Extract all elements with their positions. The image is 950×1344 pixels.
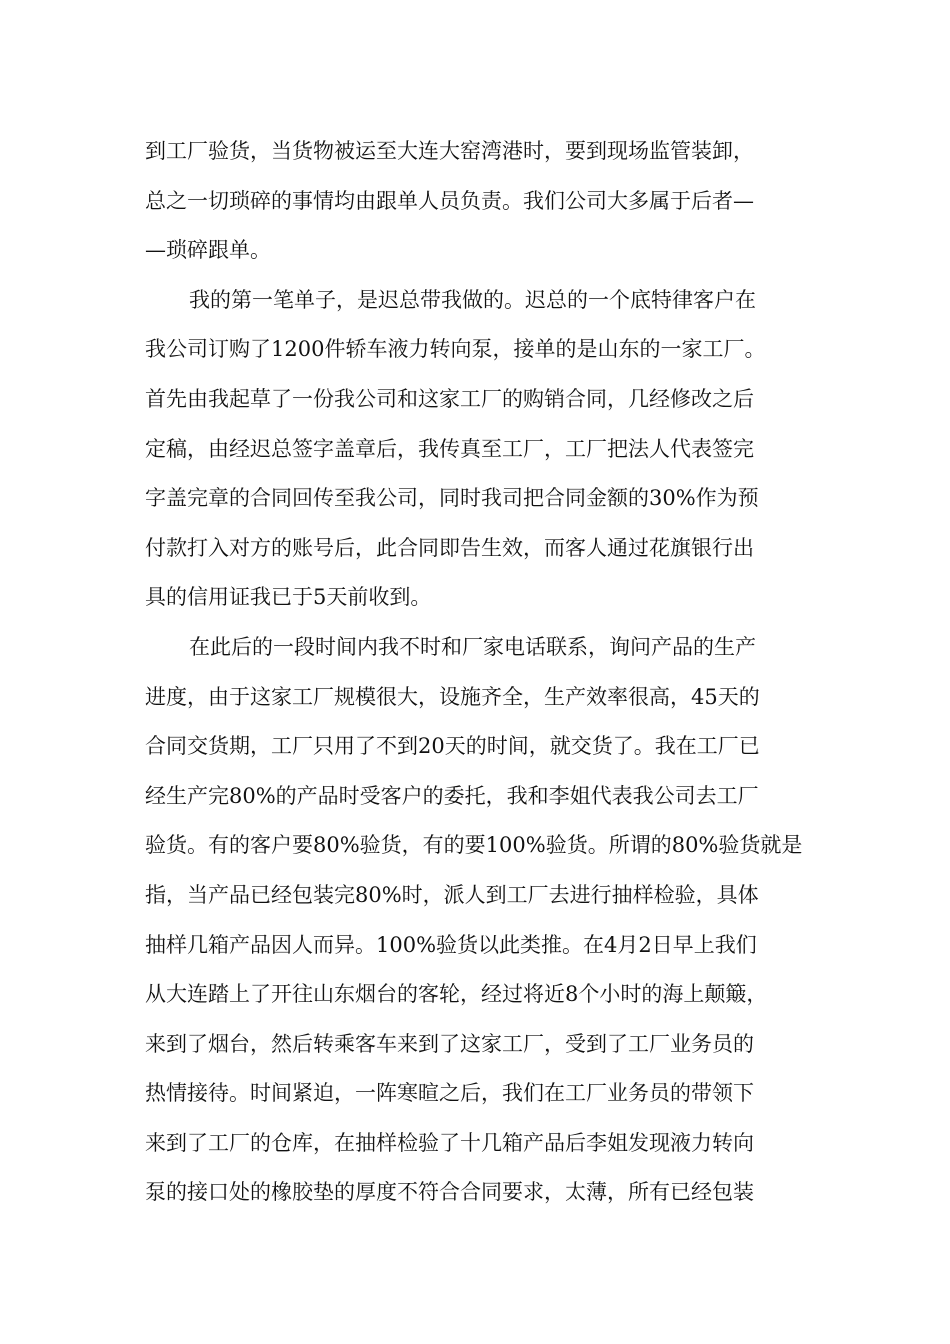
text-line: 来到了烟台，然后转乘客车来到了这家工厂，受到了工厂业务员的: [145, 1031, 754, 1056]
text-line: 抽样几箱产品因人而异。100%验货以此类推。在4月2日早上我们: [145, 932, 757, 957]
body-text: [145, 127, 815, 1218]
text-line: —琐碎跟单。: [145, 238, 271, 263]
text-line: 合同交货期，工厂只用了不到20天的时间，就交货了。我在工厂已: [145, 734, 760, 759]
text-line: 进度，由于这家工厂规模很大，设施齐全，生产效率很高，45天的: [145, 684, 760, 709]
text-line: 付款打入对方的账号后，此合同即告生效，而客人通过花旗银行出: [145, 535, 754, 560]
text-line: 热情接待。时间紧迫，一阵寒暄之后，我们在工厂业务员的带领下: [145, 1081, 754, 1106]
text-line: 字盖完章的合同回传至我公司，同时我司把合同金额的30%作为预: [145, 486, 759, 511]
text-line: 首先由我起草了一份我公司和这家工厂的购销合同，几经修改之后: [145, 386, 754, 411]
text-line: 我公司订购了1200件轿车液力转向泵，接单的是山东的一家工厂。: [145, 337, 766, 362]
text-line: 验货。有的客户要80%验货，有的要100%验货。所谓的80%验货就是: [145, 833, 803, 858]
text-line: 总之一切琐碎的事情均由跟单人员负责。我们公司大多属于后者—: [145, 188, 754, 213]
text-line: 从大连踏上了开往山东烟台的客轮，经过将近8个小时的海上颠簸，: [145, 982, 768, 1007]
text-line: 在此后的一段时间内我不时和厂家电话联系，询问产品的生产: [189, 634, 756, 659]
text-line: 来到了工厂的仓库，在抽样检验了十几箱产品后李姐发现液力转向: [145, 1130, 754, 1155]
text-line: 定稿，由经迟总签字盖章后，我传真至工厂，工厂把法人代表签完: [145, 436, 754, 461]
text-line: 我的第一笔单子，是迟总带我做的。迟总的一个底特律客户在: [189, 287, 756, 312]
text-line: 经生产完80%的产品时受客户的委托，我和李姐代表我公司去工厂: [145, 783, 759, 808]
text-line: 到工厂验货，当货物被运至大连大窑湾港时，要到现场监管装卸，: [145, 139, 754, 163]
text-line: 具的信用证我已于5天前收到。: [145, 585, 432, 610]
text-line: 泵的接口处的橡胶垫的厚度不符合合同要求，太薄，所有已经包装: [145, 1180, 754, 1205]
text-line: 指，当产品已经包装完80%时，派人到工厂去进行抽样检验，具体: [145, 882, 759, 907]
